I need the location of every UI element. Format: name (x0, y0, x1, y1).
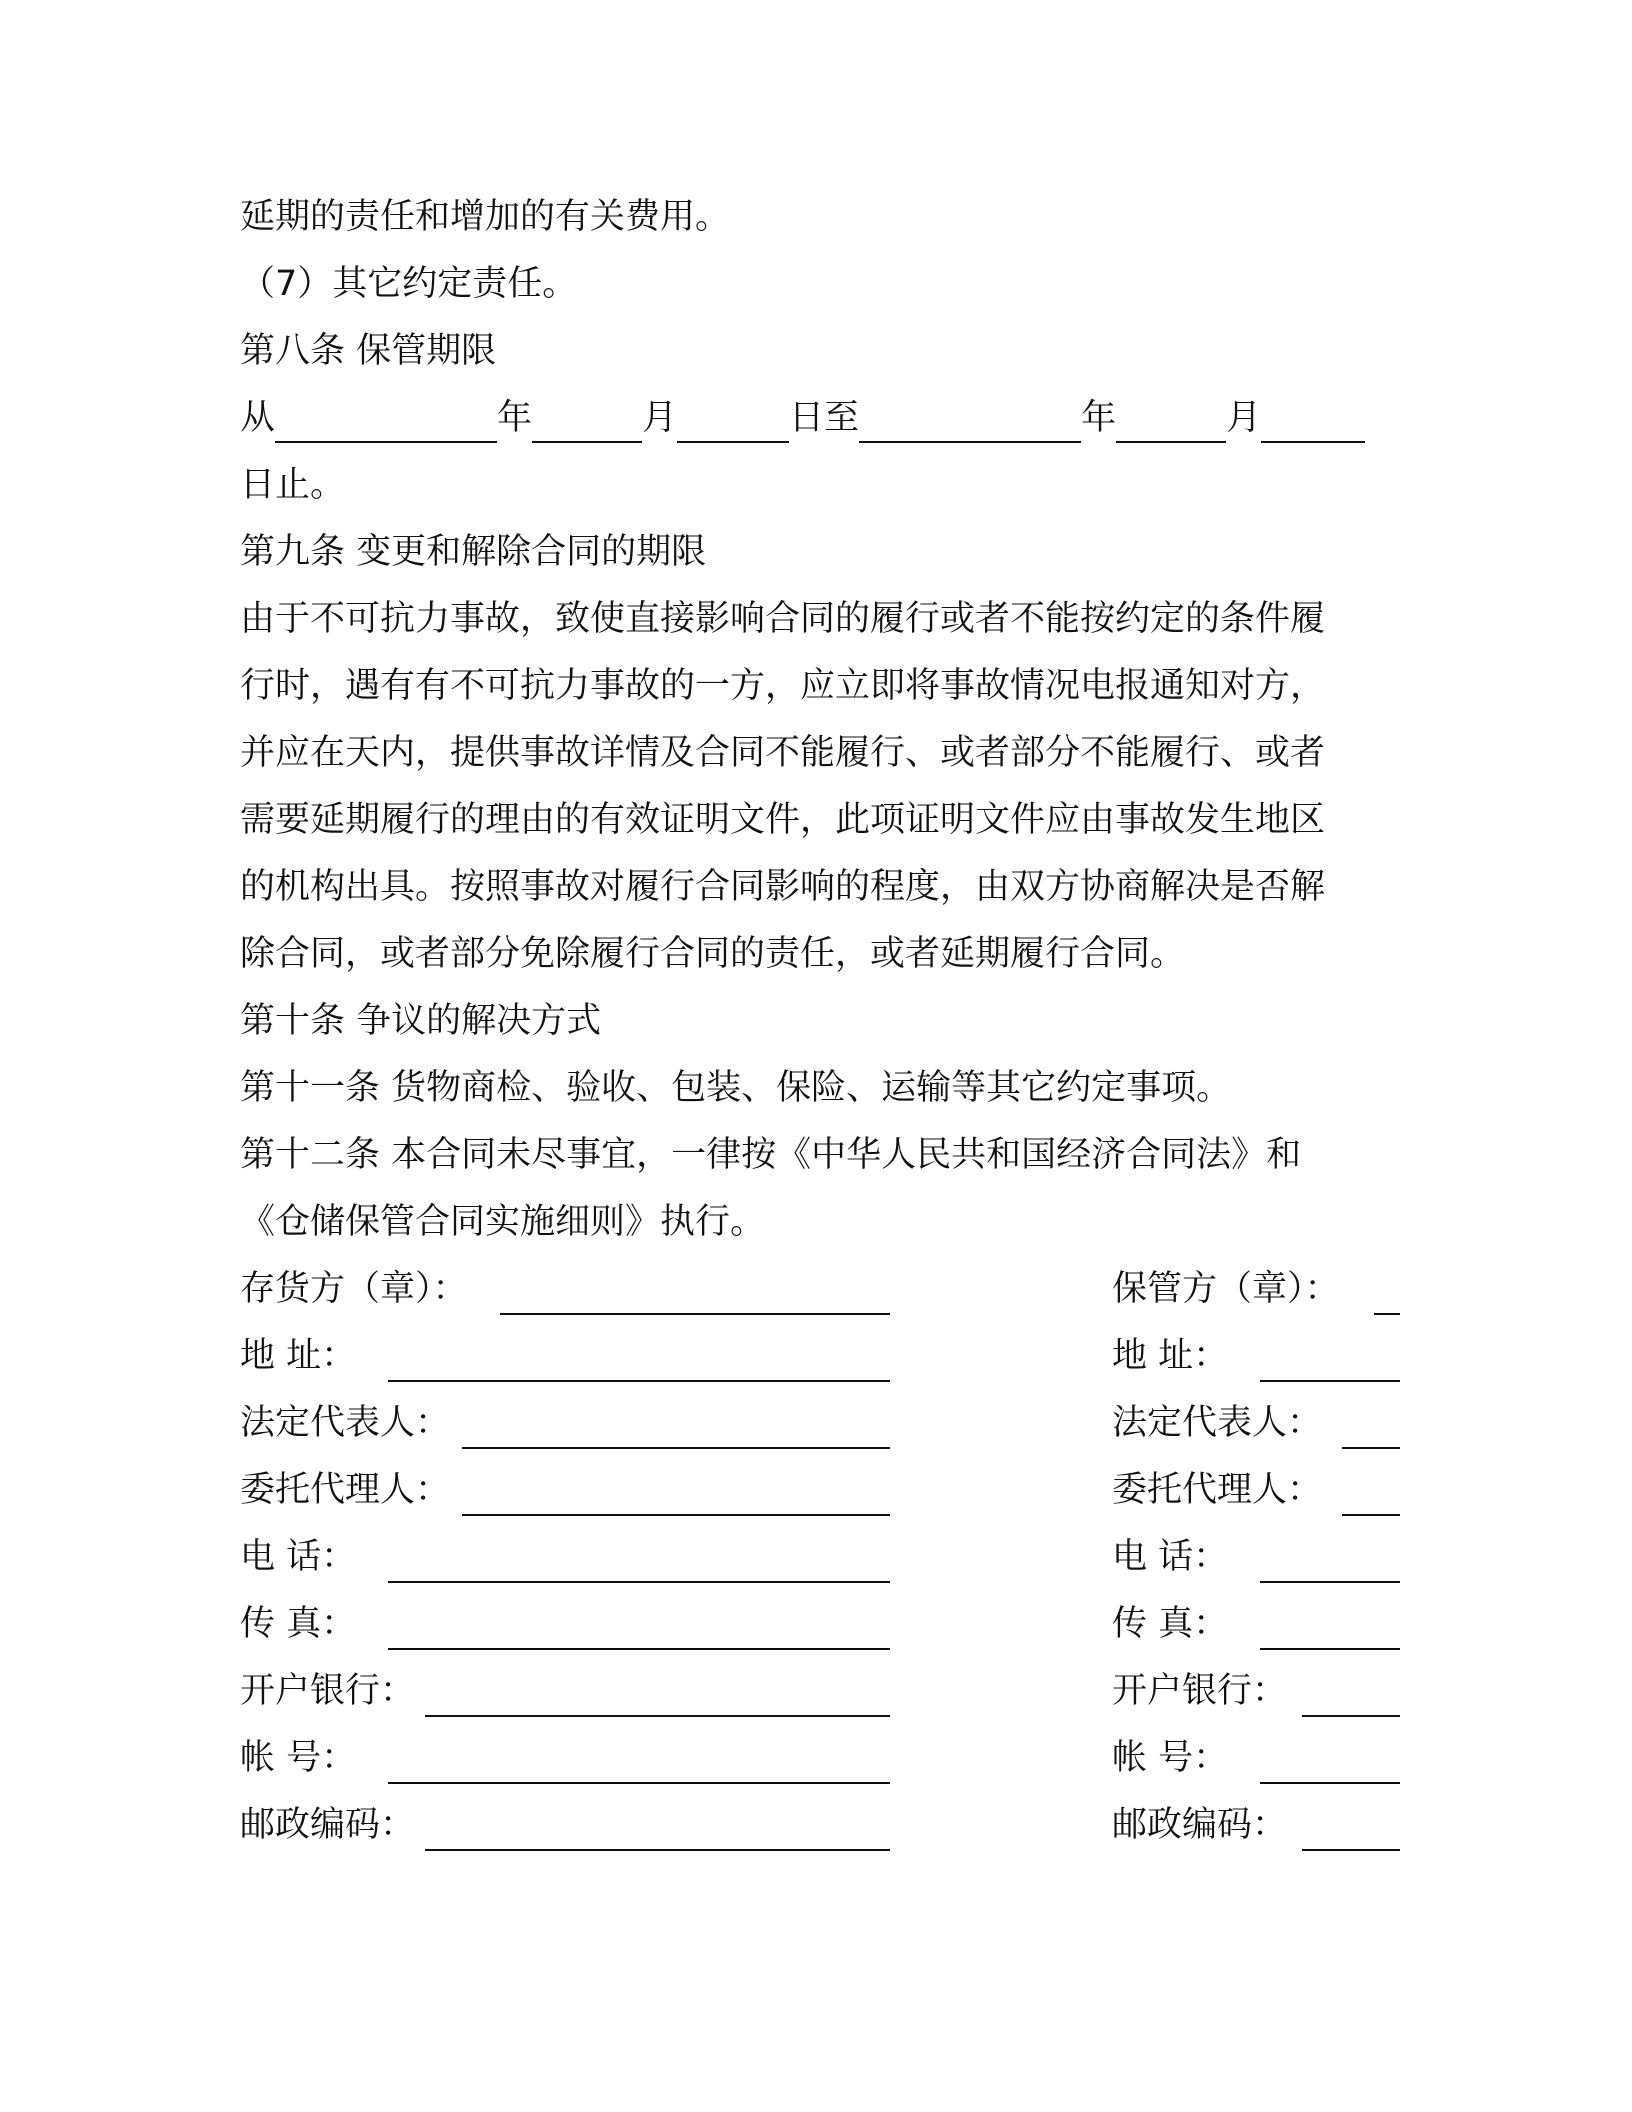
text-line: 延期的责任和增加的有关费用。 (240, 197, 731, 237)
article-12-heading: 第十二条 本合同未尽事宜，一律按《中华人民共和国经济合同法》和 (240, 1135, 1302, 1175)
text-line: 除合同，或者部分免除履行合同的责任，或者延期履行合同。 (240, 934, 1186, 974)
blank-day-end (1261, 395, 1365, 443)
blank-year-start (275, 395, 497, 443)
custodian-legal-rep-field (1112, 1390, 1400, 1457)
custodian-seal-field (1112, 1256, 1400, 1323)
depositor-postcode-field (240, 1792, 890, 1859)
date-to-label: 日至 (789, 398, 860, 438)
storage-period-line (240, 385, 1400, 452)
field-label: 法定代表人： (240, 1403, 451, 1443)
field-label: 地 址： (1112, 1336, 1229, 1376)
field-label: 法定代表人： (1112, 1403, 1323, 1443)
signature-line (1302, 1849, 1400, 1851)
signature-line (1260, 1782, 1400, 1784)
field-label: 开户银行： (1112, 1671, 1288, 1711)
blank-day-start (677, 395, 789, 443)
custodian-account-field (1112, 1725, 1400, 1792)
custodian-address-field (1112, 1323, 1400, 1390)
signature-line (425, 1715, 890, 1717)
field-label: 邮政编码： (1112, 1805, 1288, 1845)
signature-line (1260, 1581, 1400, 1583)
text-line: 日止。 (240, 465, 346, 505)
signature-line (1342, 1447, 1400, 1449)
date-year-label: 年 (1081, 398, 1117, 438)
signature-line (1302, 1715, 1400, 1717)
signature-line (388, 1380, 890, 1382)
field-label: 地 址： (240, 1336, 357, 1376)
field-label: 帐 号： (240, 1738, 357, 1778)
article-11-heading: 第十一条 货物商检、验收、包装、保险、运输等其它约定事项。 (240, 1068, 1232, 1108)
date-month-label: 月 (1226, 398, 1262, 438)
blank-year-end (859, 395, 1081, 443)
signature-line (425, 1849, 890, 1851)
field-label: 传 真： (1112, 1604, 1229, 1644)
article-10-heading: 第十条 争议的解决方式 (240, 1001, 602, 1041)
article-8-heading: 第八条 保管期限 (240, 331, 497, 371)
depositor-account-field (240, 1725, 890, 1792)
depositor-address-field (240, 1323, 890, 1390)
depositor-agent-field (240, 1457, 890, 1524)
article-9-heading: 第九条 变更和解除合同的期限 (240, 532, 707, 572)
text-line: 需要延期履行的理由的有效证明文件，此项证明文件应由事故发生地区 (240, 800, 1326, 840)
signature-line (1260, 1648, 1400, 1650)
text-line: 由于不可抗力事故，致使直接影响合同的履行或者不能按约定的条件履 (240, 599, 1326, 639)
signature-line (462, 1447, 890, 1449)
signature-line (462, 1514, 890, 1516)
text-line: 《仓储保管合同实施细则》执行。 (240, 1202, 766, 1242)
depositor-bank-field (240, 1658, 890, 1725)
date-from-label: 从 (240, 398, 276, 438)
custodian-phone-field (1112, 1524, 1400, 1591)
custodian-bank-field (1112, 1658, 1400, 1725)
signature-line (388, 1782, 890, 1784)
signature-line (1260, 1380, 1400, 1382)
field-label: 邮政编码： (240, 1805, 416, 1845)
custodian-postcode-field (1112, 1792, 1400, 1859)
field-label: 开户银行： (240, 1671, 416, 1711)
depositor-fax-field (240, 1591, 890, 1658)
field-label: 传 真： (240, 1604, 357, 1644)
date-month-label: 月 (642, 398, 678, 438)
blank-month-start (532, 395, 642, 443)
depositor-legal-rep-field (240, 1390, 890, 1457)
text-line: 行时，遇有有不可抗力事故的一方，应立即将事故情况电报通知对方， (240, 666, 1326, 706)
field-label: 电 话： (240, 1537, 357, 1577)
custodian-fax-field (1112, 1591, 1400, 1658)
clause-7-text: （7）其它约定责任。 (240, 264, 578, 304)
field-label: 委托代理人： (1112, 1470, 1323, 1510)
field-label: 电 话： (1112, 1537, 1229, 1577)
field-label: 保管方（章）： (1112, 1269, 1340, 1309)
custodian-agent-field (1112, 1457, 1400, 1524)
signature-line (500, 1313, 890, 1315)
signature-line (1374, 1313, 1400, 1315)
field-label: 帐 号： (1112, 1738, 1229, 1778)
signature-line (388, 1648, 890, 1650)
depositor-seal-field (240, 1256, 890, 1323)
blank-month-end (1116, 395, 1226, 443)
signature-line (1342, 1514, 1400, 1516)
field-label: 存货方（章）： (240, 1269, 468, 1309)
signature-line (388, 1581, 890, 1583)
text-line: 并应在天内，提供事故详情及合同不能履行、或者部分不能履行、或者 (240, 733, 1326, 773)
date-year-label: 年 (497, 398, 533, 438)
depositor-phone-field (240, 1524, 890, 1591)
field-label: 委托代理人： (240, 1470, 451, 1510)
text-line: 的机构出具。按照事故对履行合同影响的程度，由双方协商解决是否解 (240, 867, 1326, 907)
